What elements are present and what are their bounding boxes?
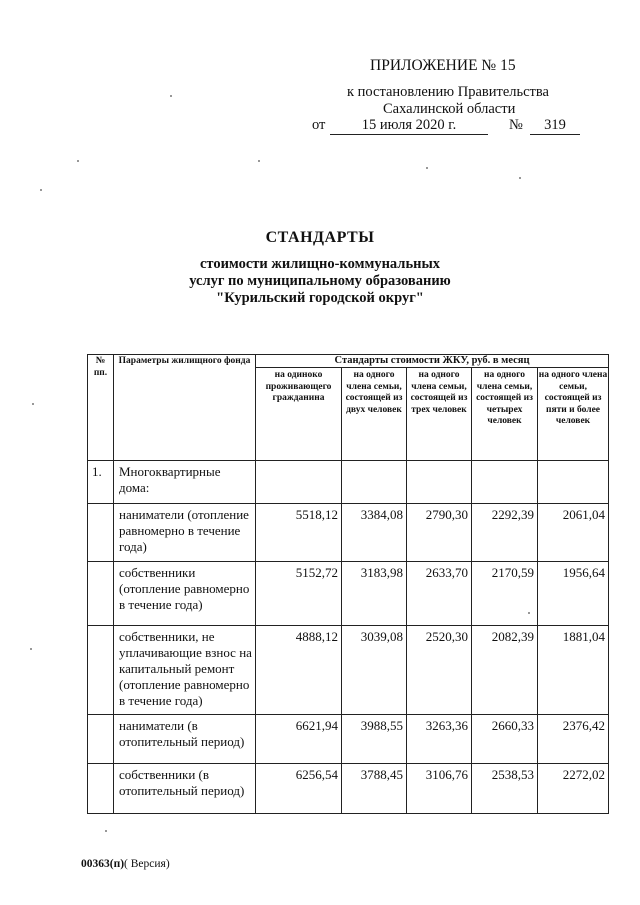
scan-speck: [77, 160, 79, 162]
scan-speck: [105, 830, 107, 832]
row-value: 1881,04: [538, 626, 609, 715]
row-value: 3106,76: [407, 764, 472, 814]
document-version: ( Версия): [124, 858, 170, 870]
row-value: 2376,42: [538, 715, 609, 764]
subheader-family-of-four: на одного члена семьи, состоящей из четырех человек: [472, 368, 538, 461]
table-row: [88, 626, 609, 715]
row-value: 3384,08: [342, 504, 407, 562]
row-value: 3039,08: [342, 626, 407, 715]
scan-speck: [32, 403, 34, 405]
header-number: № пп.: [88, 355, 114, 461]
annex-date-row: [312, 117, 582, 137]
number-sign: №: [509, 117, 523, 133]
row-value: 6621,94: [256, 715, 342, 764]
document-code: 00363(п): [81, 858, 125, 870]
date-prefix: от: [312, 117, 326, 133]
row-value: 2292,39: [472, 504, 538, 562]
table-row: [88, 764, 609, 814]
row-label: собственники (отопление равномерно в течение года): [114, 562, 256, 626]
scan-speck: [426, 167, 428, 169]
standards-table: [87, 354, 609, 814]
table-row: [88, 504, 609, 562]
table-cell: [88, 764, 114, 814]
table-section-row: [88, 461, 609, 504]
row-value: 3183,98: [342, 562, 407, 626]
document-subtitle-line-2: услуг по муниципальному образованию: [189, 273, 451, 289]
row-value: 6256,54: [256, 764, 342, 814]
row-value: 2272,02: [538, 764, 609, 814]
table-cell: [88, 562, 114, 626]
scan-speck: [258, 160, 260, 162]
annex-title: ПРИЛОЖЕНИЕ № 15: [370, 57, 516, 74]
table-cell: [407, 461, 472, 504]
subheader-family-of-five-plus: на одного члена семьи, состоящей из пяти и более человек: [538, 368, 609, 461]
scan-speck: [40, 189, 42, 191]
row-label: наниматели (отопление равномерно в течение года): [114, 504, 256, 562]
row-value: 3988,55: [342, 715, 407, 764]
row-label: собственники (в отопительный период): [114, 764, 256, 814]
row-value: 5518,12: [256, 504, 342, 562]
decree-number: 319: [530, 117, 580, 135]
row-label: наниматели (в отопительный период): [114, 715, 256, 764]
annex-decree-line: к постановлению Правительства: [347, 84, 549, 100]
table-header-row: [88, 355, 609, 368]
header-standards-group: Стандарты стоимости ЖКУ, руб. в месяц: [256, 355, 609, 368]
subheader-single: на одиноко проживающего гражданина: [256, 368, 342, 461]
row-value: 2660,33: [472, 715, 538, 764]
document-title: СТАНДАРТЫ: [265, 229, 375, 246]
section-index: 1.: [88, 461, 114, 504]
row-value: 5152,72: [256, 562, 342, 626]
document-footer: [81, 858, 170, 870]
subheader-family-of-two: на одного члена семьи, состоящей из двух человек: [342, 368, 407, 461]
row-value: 2633,70: [407, 562, 472, 626]
scan-speck: [519, 177, 521, 179]
header-parameters: Параметры жилищного фонда: [114, 355, 256, 461]
row-value: 2082,39: [472, 626, 538, 715]
table-cell: [88, 504, 114, 562]
row-value: 4888,12: [256, 626, 342, 715]
subheader-family-of-three: на одного члена семьи, состоящей из трех человек: [407, 368, 472, 461]
table-row: [88, 715, 609, 764]
section-label: Многоквартирные дома:: [114, 461, 256, 504]
scan-speck: [30, 648, 32, 650]
document-subtitle-line-3: "Курильский городской округ": [216, 290, 424, 306]
table-cell: [472, 461, 538, 504]
row-value: 2790,30: [407, 504, 472, 562]
scan-speck: [528, 612, 530, 614]
table-cell: [256, 461, 342, 504]
row-value: 2538,53: [472, 764, 538, 814]
decree-date: 15 июля 2020 г.: [330, 117, 488, 135]
document-subtitle-line-1: стоимости жилищно-коммунальных: [199, 256, 441, 272]
row-value: 2520,30: [407, 626, 472, 715]
row-value: 1956,64: [538, 562, 609, 626]
table-cell: [88, 715, 114, 764]
table-row: [88, 562, 609, 626]
table-cell: [538, 461, 609, 504]
row-label: собственники, не уплачивающие взнос на капитальный ремонт (отопление равномерно в течение года): [114, 626, 256, 715]
row-value: 3788,45: [342, 764, 407, 814]
row-value: 2061,04: [538, 504, 609, 562]
table-cell: [88, 626, 114, 715]
row-value: 2170,59: [472, 562, 538, 626]
scan-speck: [170, 95, 172, 97]
row-value: 3263,36: [407, 715, 472, 764]
annex-region-line: Сахалинской области: [383, 101, 516, 117]
table-cell: [342, 461, 407, 504]
